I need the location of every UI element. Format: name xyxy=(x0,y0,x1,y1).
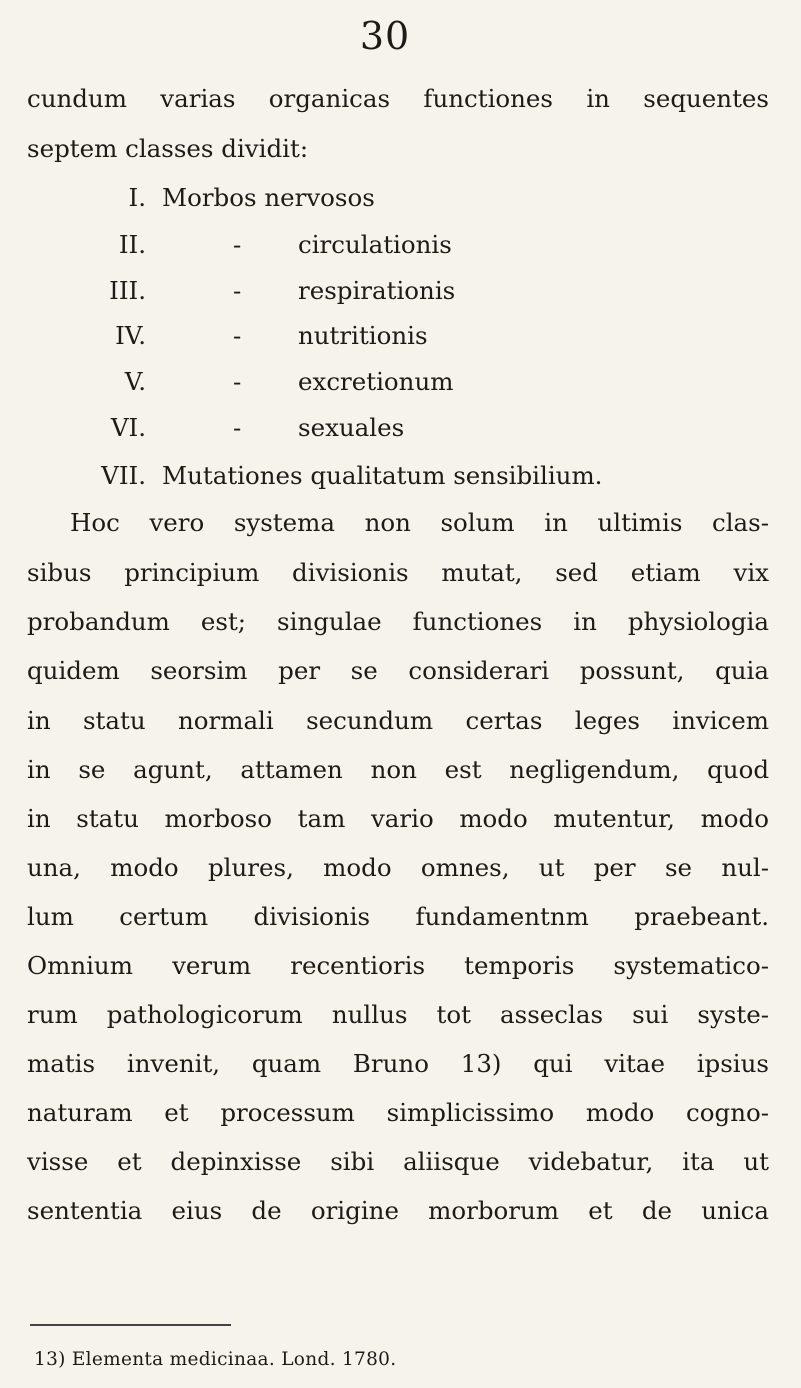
text-line: Hoc vero systema non solum in ultimis clas- xyxy=(70,508,769,537)
text-line: quidem seorsim per se considerari possunt, quia xyxy=(27,656,769,685)
text-line: cundum varias organicas functiones in sequentes xyxy=(27,84,769,113)
class-dash: - xyxy=(233,367,242,396)
text-line: sibus principium divisionis mutat, sed etiam vix xyxy=(27,558,769,587)
footnote-rule xyxy=(30,1324,231,1326)
text-line: una, modo plures, modo omnes, ut per se nul- xyxy=(27,853,769,882)
class-dash: - xyxy=(233,230,242,259)
class-term: excretionum xyxy=(298,367,454,396)
class-numeral: IV. xyxy=(115,321,146,350)
class-numeral: V. xyxy=(124,367,146,396)
class-numeral: III. xyxy=(109,276,146,305)
class-numeral: I. xyxy=(128,183,146,212)
class-dash: - xyxy=(233,413,242,442)
class-dash: - xyxy=(233,321,242,350)
text-line: visse et depinxisse sibi aliisque videbatur, ita ut xyxy=(27,1147,769,1176)
class-term: nutritionis xyxy=(298,321,428,350)
class-term: Morbos nervosos xyxy=(162,183,375,212)
class-numeral: II. xyxy=(118,230,146,259)
footnote: 13) Elementa medicinaa. Lond. 1780. xyxy=(34,1349,397,1370)
text-line: in statu morboso tam vario modo mutentur, modo xyxy=(27,804,769,833)
class-term: circulationis xyxy=(298,230,452,259)
page-number: 30 xyxy=(359,14,411,58)
class-term: respirationis xyxy=(298,276,456,305)
text-line: in statu normali secundum certas leges invicem xyxy=(27,706,769,735)
text-line: sententia eius de origine morborum et de unica xyxy=(27,1196,769,1225)
class-numeral: VI. xyxy=(110,413,146,442)
text-line: naturam et processum simplicissimo modo cogno- xyxy=(27,1098,769,1127)
class-dash: - xyxy=(233,276,242,305)
text-line: matis invenit, quam Bruno 13) qui vitae ipsius xyxy=(27,1049,769,1078)
text-line: probandum est; singulae functiones in physiologia xyxy=(27,607,769,636)
text-line: lum certum divisionis fundamentnm praebeant. xyxy=(27,902,769,931)
text-line: septem classes dividit: xyxy=(27,134,309,163)
class-numeral: VII. xyxy=(101,461,146,490)
text-line: in se agunt, attamen non est negligendum, quod xyxy=(27,755,769,784)
class-term: sexuales xyxy=(298,413,405,442)
text-line: Omnium verum recentioris temporis systematico- xyxy=(27,951,769,980)
class-term: Mutationes qualitatum sensibilium. xyxy=(162,461,603,490)
text-line: rum pathologicorum nullus tot asseclas sui syste- xyxy=(27,1000,769,1029)
